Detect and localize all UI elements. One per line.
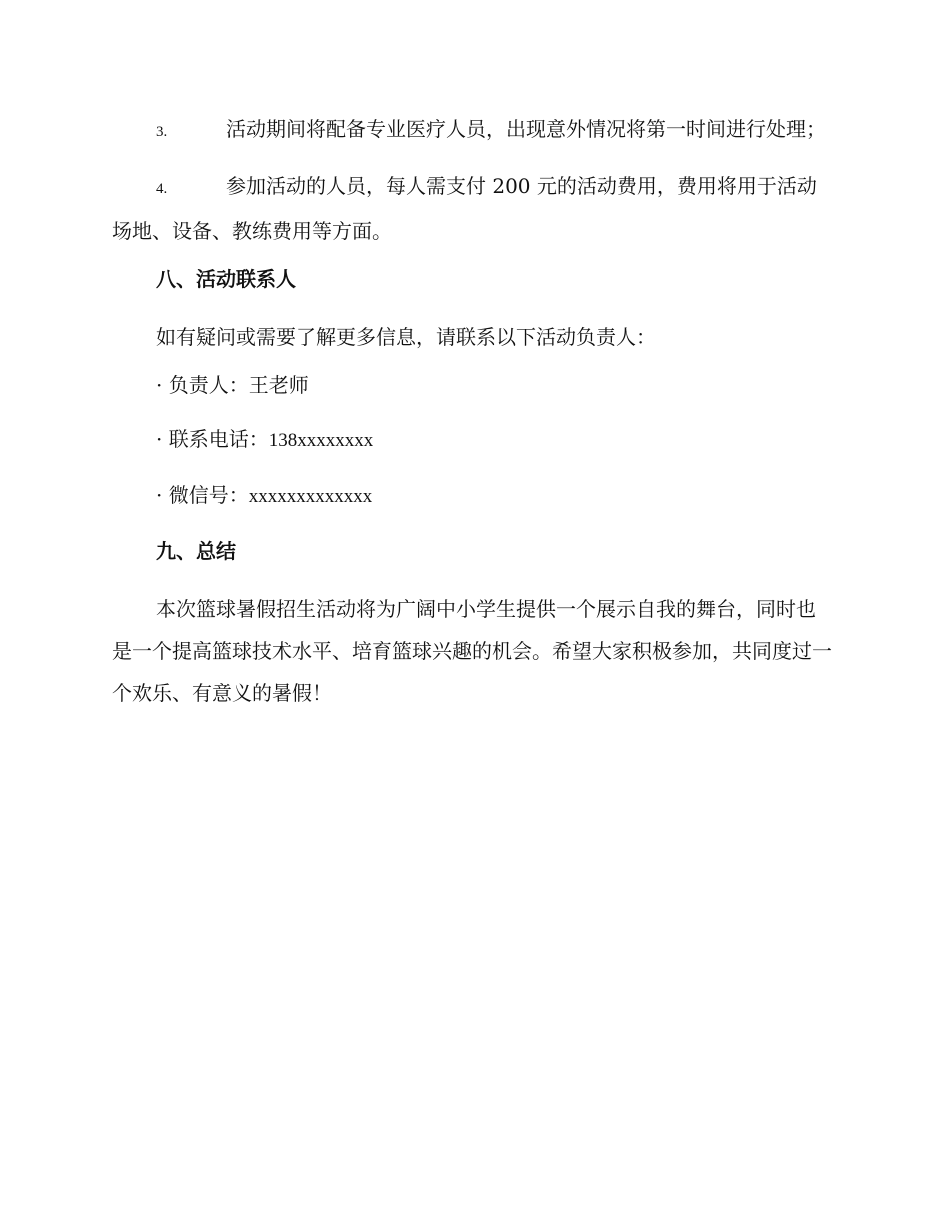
item-text: 参加活动的人员，每人需支付 200 元的活动费用，费用将用于活动场地、设备、教练费用等方面。 — [112, 174, 817, 243]
numbered-item-3 — [112, 108, 832, 153]
contact-phone — [156, 424, 832, 456]
contact-label: · 负责人： — [156, 373, 249, 397]
summary-paragraph: 本次篮球暑假招生活动将为广阔中小学生提供一个展示自我的舞台，同时也是一个提高篮球技术水平、培育篮球兴趣的机会。希望大家积极参加，共同度过一个欢乐、有意义的暑假！ — [112, 597, 832, 705]
section-heading-contacts: 八、活动联系人 — [156, 267, 296, 291]
document-body — [112, 108, 832, 726]
contact-label: · 微信号： — [156, 483, 249, 507]
contact-intro: 如有疑问或需要了解更多信息，请联系以下活动负责人： — [156, 325, 656, 349]
contact-value: 138xxxxxxxx — [268, 430, 374, 451]
contact-value: xxxxxxxxxxxxx — [248, 486, 373, 507]
contact-wechat — [156, 480, 832, 512]
contact-value: 王老师 — [248, 373, 309, 397]
item-number: 3. — [156, 124, 168, 140]
item-number: 4. — [156, 181, 168, 197]
section-heading-summary: 九、总结 — [156, 539, 236, 563]
numbered-item-4 — [112, 165, 832, 252]
contact-person — [156, 370, 832, 400]
item-text: 活动期间将配备专业医疗人员，出现意外情况将第一时间进行处理； — [226, 117, 826, 141]
contact-label: · 联系电话： — [156, 427, 269, 451]
